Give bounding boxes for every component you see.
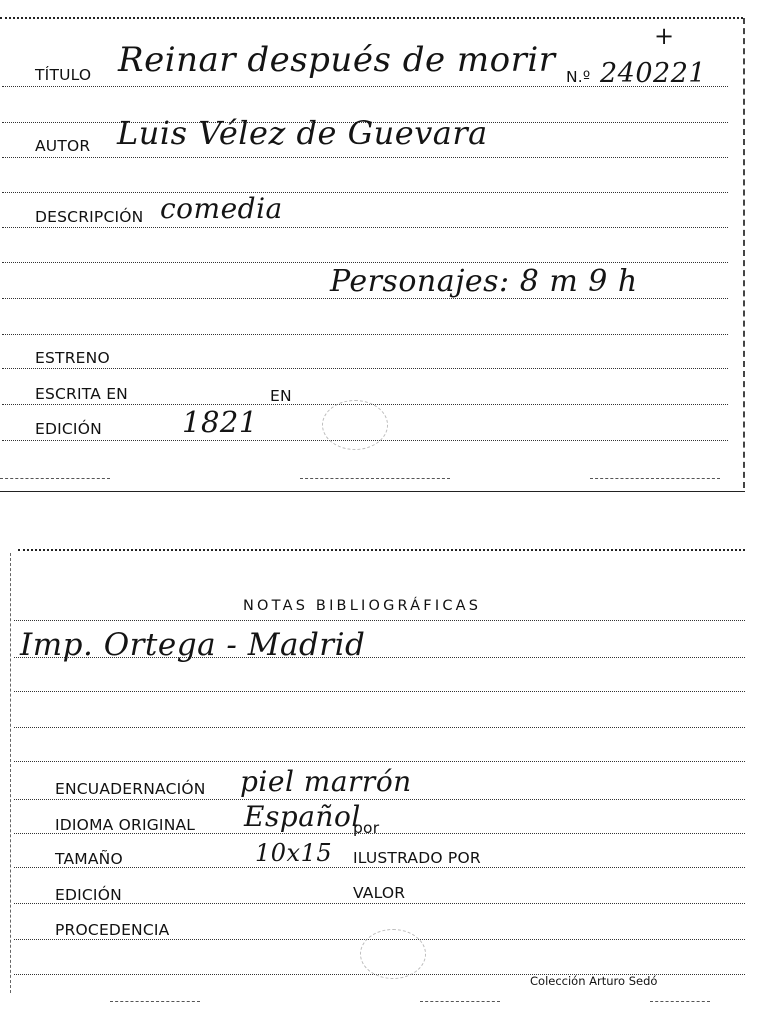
procedencia-label: PROCEDENCIA xyxy=(55,921,170,939)
encuadernacion-value: piel marrón xyxy=(240,765,412,798)
titulo-value: Reinar después de morir xyxy=(118,40,556,80)
edicion-value: 1821 xyxy=(182,405,258,439)
autor-label: AUTOR xyxy=(35,137,91,155)
notas-value: Imp. Ortega - Madrid xyxy=(20,627,366,663)
card-bottom-edge xyxy=(650,1001,710,1002)
numero-value: 240221 xyxy=(600,58,707,89)
escrita-en-label: ESCRITA EN xyxy=(35,385,128,403)
en-label: EN xyxy=(270,387,292,405)
card-bottom-edge xyxy=(420,1001,500,1002)
rule-line xyxy=(2,262,728,263)
card-divider xyxy=(0,491,745,492)
rule-line xyxy=(2,227,728,228)
rule-line xyxy=(2,334,728,335)
rule-line xyxy=(14,727,745,728)
rule-line xyxy=(14,761,745,762)
coleccion-label: Colección Arturo Sedó xyxy=(530,974,658,988)
card-bottom-edge xyxy=(110,1001,200,1002)
stamp-mark xyxy=(360,929,426,979)
autor-value: Luis Vélez de Guevara xyxy=(117,114,488,152)
catalog-card-back xyxy=(0,543,759,1013)
rule-line xyxy=(14,620,745,621)
por-label: por xyxy=(353,819,380,837)
rule-line xyxy=(2,368,728,369)
numero-label: N.º xyxy=(566,68,591,86)
rule-line xyxy=(14,903,745,904)
stamp-mark xyxy=(322,400,388,450)
personajes-note: Personajes: 8 m 9 h xyxy=(330,264,638,299)
tamano-value: 10x15 xyxy=(255,839,333,867)
card-top-edge xyxy=(0,17,743,19)
card-left-edge xyxy=(10,553,11,993)
descripcion-value: comedia xyxy=(160,192,283,225)
ilustrado-label: ILUSTRADO POR xyxy=(353,849,481,867)
rule-line xyxy=(14,799,745,800)
card-bottom-edge xyxy=(0,478,110,479)
numero-mark: + xyxy=(654,22,675,50)
edicion-label: EDICIÓN xyxy=(35,420,102,438)
catalog-card-front xyxy=(0,0,759,492)
notas-heading: NOTAS BIBLIOGRÁFICAS xyxy=(243,598,482,614)
valor-label: VALOR xyxy=(353,884,406,902)
card-top-edge xyxy=(18,549,745,551)
card-right-edge xyxy=(743,18,745,488)
rule-line xyxy=(14,867,745,868)
idioma-label: IDIOMA ORIGINAL xyxy=(55,816,196,834)
card-bottom-edge xyxy=(300,478,450,479)
rule-line xyxy=(2,192,728,193)
rule-line xyxy=(14,691,745,692)
titulo-label: TÍTULO xyxy=(35,66,92,84)
idioma-value: Español xyxy=(244,800,361,833)
descripcion-label: DESCRIPCIÓN xyxy=(35,208,144,226)
encuadernacion-label: ENCUADERNACIÓN xyxy=(55,780,206,798)
tamano-label: TAMAÑO xyxy=(55,850,123,868)
estreno-label: ESTRENO xyxy=(35,349,110,367)
rule-line xyxy=(2,157,728,158)
edicion-back-label: EDICIÓN xyxy=(55,886,122,904)
card-bottom-edge xyxy=(590,478,720,479)
